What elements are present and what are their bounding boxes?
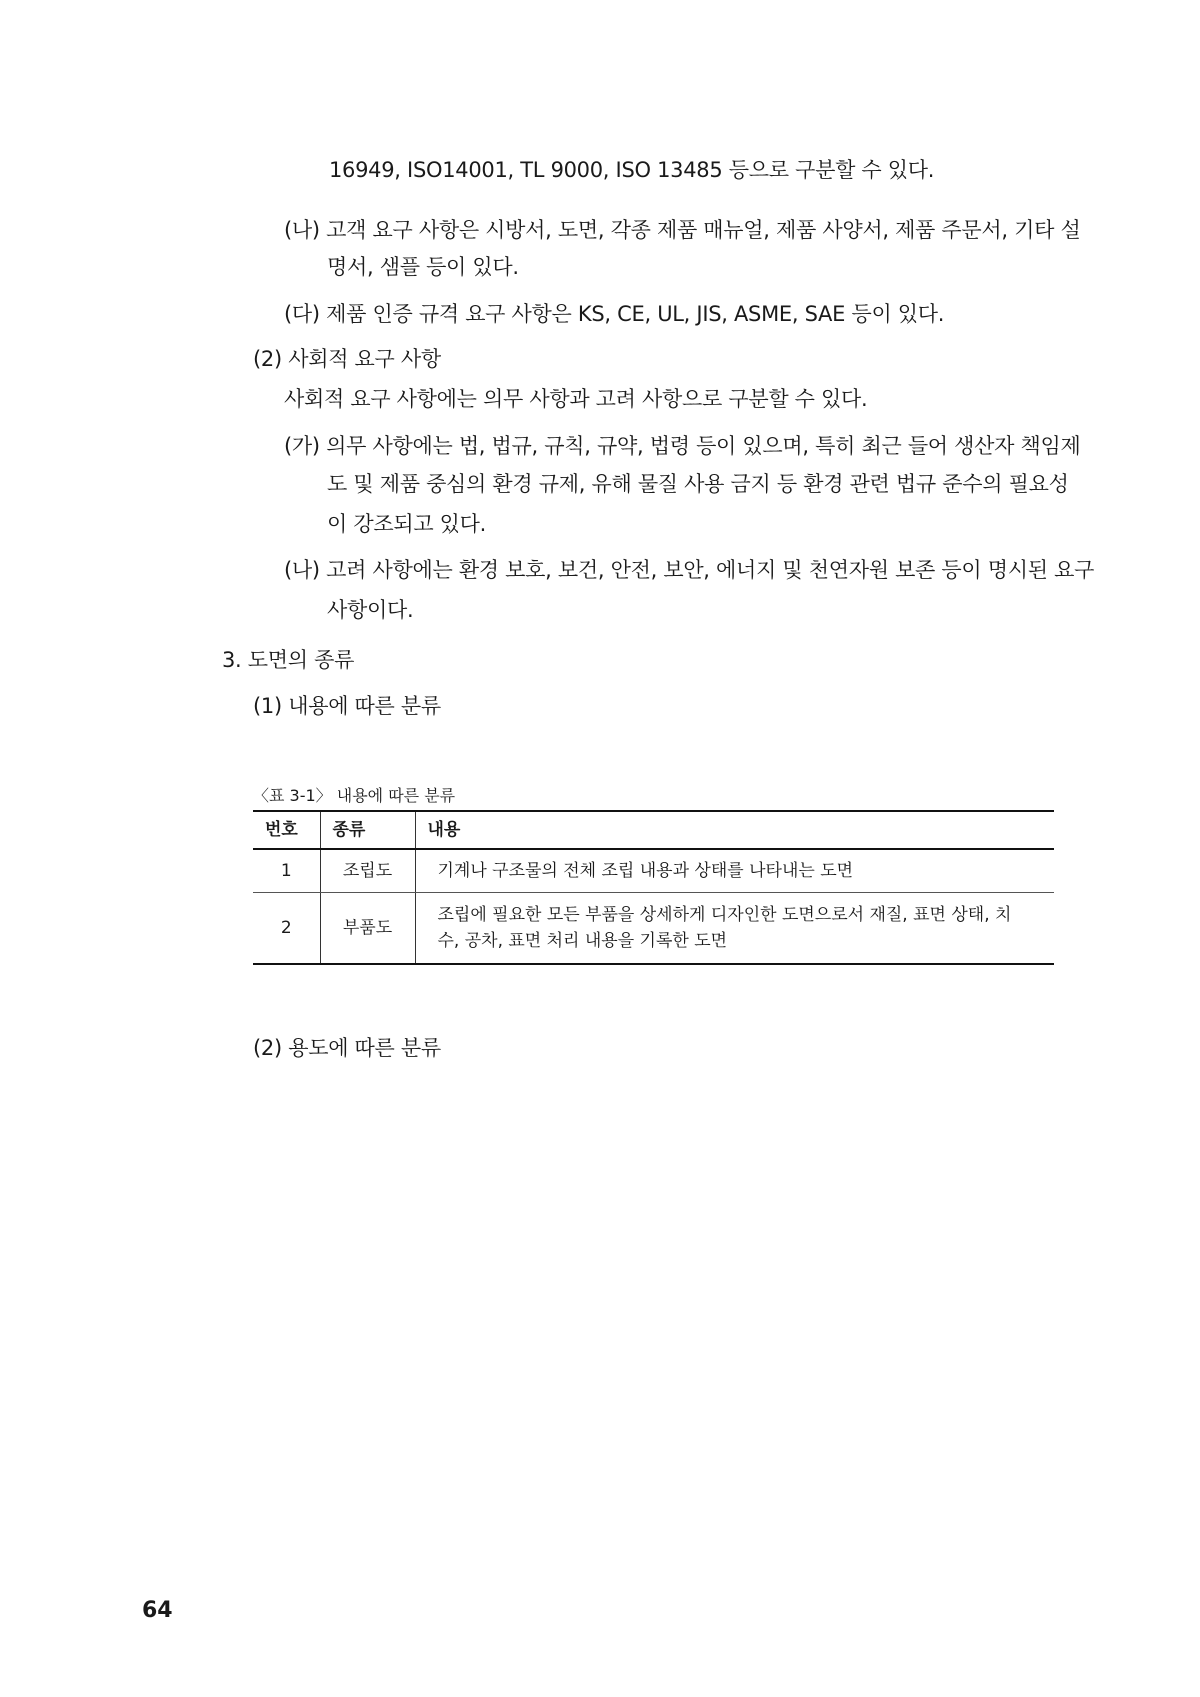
cell-content-line2: 수, 공차, 표면 처리 내용을 기록한 도면 [437, 931, 728, 951]
cell-content-line1: 조립에 필요한 모든 부품을 상세하게 디자인한 도면으로서 재질, 표면 상태, 치 [437, 905, 1012, 925]
cell-number: 2 [253, 893, 320, 965]
table-row [253, 893, 1054, 965]
subheading-by-content: (1) 내용에 따른 분류 [253, 694, 441, 718]
table-row [253, 849, 1054, 893]
list-item-ga-line2: 도 및 제품 중심의 환경 규제, 유해 물질 사용 금지 등 환경 관련 법규 준수의 필요성 [327, 472, 1069, 496]
subheading-by-purpose: (2) 용도에 따른 분류 [253, 1036, 441, 1060]
list-item-na2-line1: (나) 고려 사항에는 환경 보호, 보건, 안전, 보안, 에너지 및 천연자원 보존 등이 명시된 요구 [284, 558, 1095, 582]
cell-number: 1 [253, 849, 320, 893]
list-item-da: (다) 제품 인증 규격 요구 사항은 KS, CE, UL, JIS, ASME, SAE 등이 있다. [284, 302, 945, 326]
list-item-na-line2: 명서, 샘플 등이 있다. [327, 255, 519, 279]
cell-type: 조립도 [320, 849, 415, 893]
list-item-ga-line3: 이 강조되고 있다. [327, 512, 487, 536]
page-number: 64 [142, 1598, 173, 1623]
table-caption: 〈표 3-1〉 내용에 따른 분류 [253, 786, 456, 805]
list-item-na2-line2: 사항이다. [327, 598, 414, 622]
cell-content [415, 893, 1054, 965]
subheading-social-requirements: (2) 사회적 요구 사항 [253, 347, 441, 371]
classification-table [253, 810, 1054, 965]
header-type: 종류 [320, 811, 415, 849]
section-heading-drawing-types: 3. 도면의 종류 [222, 648, 355, 672]
list-item-na-line1: (나) 고객 요구 사항은 시방서, 도면, 각종 제품 매뉴얼, 제품 사양서, 제품 주문서, 기타 설 [284, 218, 1081, 242]
table-header-row [253, 811, 1054, 849]
paragraph-line: 16949, ISO14001, TL 9000, ISO 13485 등으로 구분할 수 있다. [329, 158, 935, 182]
cell-content: 기계나 구조물의 전체 조립 내용과 상태를 나타내는 도면 [415, 849, 1054, 893]
header-content: 내용 [415, 811, 1054, 849]
list-item-ga-line1: (가) 의무 사항에는 법, 법규, 규칙, 규약, 법령 등이 있으며, 특히 최근 들어 생산자 책임제 [284, 434, 1081, 458]
paragraph-social-intro: 사회적 요구 사항에는 의무 사항과 고려 사항으로 구분할 수 있다. [284, 387, 868, 411]
header-number: 번호 [253, 811, 320, 849]
cell-type: 부품도 [320, 893, 415, 965]
